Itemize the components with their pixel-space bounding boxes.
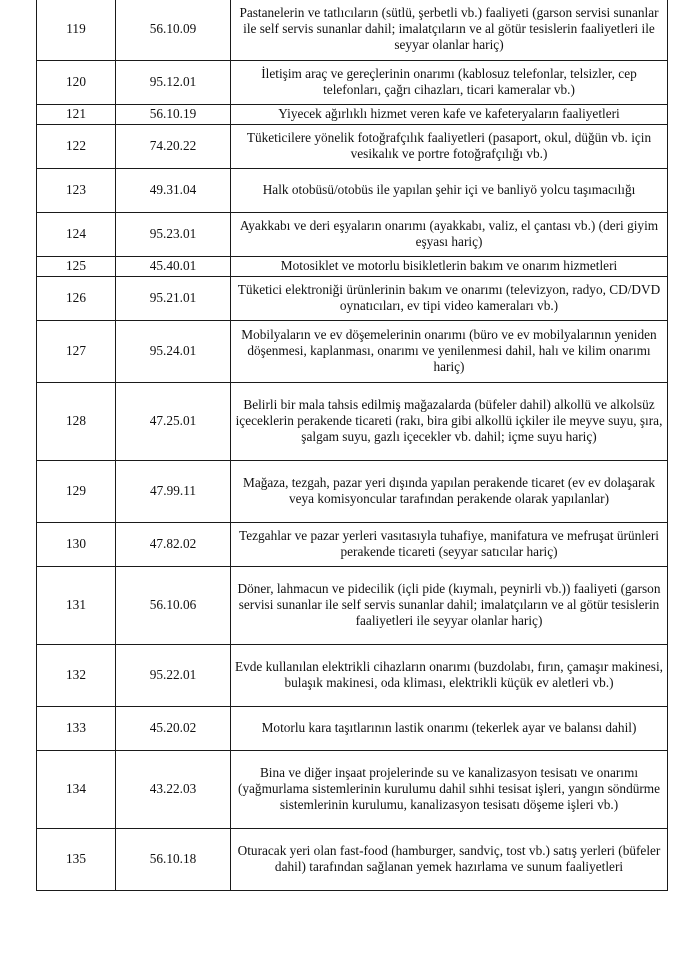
row-number: 131 — [37, 567, 116, 645]
activity-code: 49.31.04 — [116, 169, 231, 213]
activity-description: İletişim araç ve gereçlerinin onarımı (kablosuz telefonlar, telsizler, cep telefonları, çağrı cihazları, ticari kameralar vb.) — [231, 61, 668, 105]
activity-description: Mağaza, tezgah, pazar yeri dışında yapılan perakende ticaret (ev ev dolaşarak veya komisyoncular tarafından perakende olarak yapılanlar) — [231, 461, 668, 523]
row-number: 132 — [37, 645, 116, 707]
activity-code: 43.22.03 — [116, 751, 231, 829]
activity-code: 56.10.09 — [116, 0, 231, 61]
row-number: 127 — [37, 321, 116, 383]
activity-code: 47.82.02 — [116, 523, 231, 567]
table-row — [37, 383, 668, 461]
activity-description: Ayakkabı ve deri eşyaların onarımı (ayakkabı, valiz, el çantası vb.) (deri giyim eşyası hariç) — [231, 213, 668, 257]
activity-code: 95.23.01 — [116, 213, 231, 257]
activity-code: 95.21.01 — [116, 277, 231, 321]
activity-description: Oturacak yeri olan fast-food (hamburger, sandviç, tost vb.) satış yerleri (büfeler dahil) tarafından sağlanan yemek hazırlama ve sunum faaliyetleri — [231, 829, 668, 891]
activity-code-table — [36, 0, 668, 891]
activity-description: Döner, lahmacun ve pidecilik (içli pide (kıymalı, peynirli vb.)) faaliyeti (garson servisi sunanlar ile self servis sunanlar dahil; imalatçıların ve al götür tesislerin faaliyetleri ile seyyar olanlar hariç) — [231, 567, 668, 645]
table-row — [37, 125, 668, 169]
table-row — [37, 751, 668, 829]
activity-code: 95.12.01 — [116, 61, 231, 105]
row-number: 123 — [37, 169, 116, 213]
table-row — [37, 461, 668, 523]
activity-description: Yiyecek ağırlıklı hizmet veren kafe ve kafeteryaların faaliyetleri — [231, 105, 668, 125]
table-row — [37, 645, 668, 707]
row-number: 130 — [37, 523, 116, 567]
activity-description: Tüketicilere yönelik fotoğrafçılık faaliyetleri (pasaport, okul, düğün vb. için vesikalık ve portre fotoğrafçılığı vb.) — [231, 125, 668, 169]
activity-description: Tüketici elektroniği ürünlerinin bakım ve onarımı (televizyon, radyo, CD/DVD oynatıcıları, ev tipi video kameraları vb.) — [231, 277, 668, 321]
activity-description: Motorlu kara taşıtlarının lastik onarımı (tekerlek ayar ve balansı dahil) — [231, 707, 668, 751]
table-row — [37, 257, 668, 277]
row-number: 122 — [37, 125, 116, 169]
row-number: 121 — [37, 105, 116, 125]
row-number: 125 — [37, 257, 116, 277]
row-number: 134 — [37, 751, 116, 829]
activity-code: 95.24.01 — [116, 321, 231, 383]
activity-code: 56.10.06 — [116, 567, 231, 645]
row-number: 135 — [37, 829, 116, 891]
activity-description: Halk otobüsü/otobüs ile yapılan şehir içi ve banliyö yolcu taşımacılığı — [231, 169, 668, 213]
row-number: 120 — [37, 61, 116, 105]
activity-code: 56.10.18 — [116, 829, 231, 891]
row-number: 129 — [37, 461, 116, 523]
row-number: 124 — [37, 213, 116, 257]
table-row — [37, 707, 668, 751]
row-number: 119 — [37, 0, 116, 61]
activity-code: 74.20.22 — [116, 125, 231, 169]
activity-description: Motosiklet ve motorlu bisikletlerin bakım ve onarım hizmetleri — [231, 257, 668, 277]
activity-code: 56.10.19 — [116, 105, 231, 125]
activity-code: 47.25.01 — [116, 383, 231, 461]
activity-description: Pastanelerin ve tatlıcıların (sütlü, şerbetli vb.) faaliyeti (garson servisi sunanlar ile self servis sunanlar dahil; imalatçıların ve al götür tesislerin faaliyetleri ile seyyar olanlar hariç) — [231, 0, 668, 61]
table-row — [37, 213, 668, 257]
table-row — [37, 105, 668, 125]
activity-description: Bina ve diğer inşaat projelerinde su ve kanalizasyon tesisatı ve onarımı (yağmurlama sistemlerinin kurulumu dahil sıhhi tesisat işleri, yangın söndürme sistemlerinin kurulumu, kanalizasyon tesisatı döşeme işleri vb.) — [231, 751, 668, 829]
table-row — [37, 829, 668, 891]
activity-code: 45.20.02 — [116, 707, 231, 751]
table-row — [37, 523, 668, 567]
table-row — [37, 0, 668, 61]
activity-code: 95.22.01 — [116, 645, 231, 707]
table-row — [37, 277, 668, 321]
activity-code: 47.99.11 — [116, 461, 231, 523]
row-number: 133 — [37, 707, 116, 751]
row-number: 126 — [37, 277, 116, 321]
table-row — [37, 169, 668, 213]
activity-description: Belirli bir mala tahsis edilmiş mağazalarda (büfeler dahil) alkollü ve alkolsüz içeceklerin perakende ticareti (rakı, bira gibi alkollü içkiler ile meyve suyu, şıra, şalgam suyu, gazlı içecekler vb. dahil; içme suyu hariç) — [231, 383, 668, 461]
activity-description: Tezgahlar ve pazar yerleri vasıtasıyla tuhafiye, manifatura ve mefruşat ürünleri perakende ticareti (seyyar satıcılar hariç) — [231, 523, 668, 567]
activity-description: Evde kullanılan elektrikli cihazların onarımı (buzdolabı, fırın, çamaşır makinesi, bulaşık makinesi, oda kliması, elektrikli küçük ev aletleri vb.) — [231, 645, 668, 707]
table-row — [37, 567, 668, 645]
row-number: 128 — [37, 383, 116, 461]
table-row — [37, 321, 668, 383]
activity-description: Mobilyaların ve ev döşemelerinin onarımı (büro ve ev mobilyalarının yeniden döşenmesi, kaplanması, onarımı ve yenilenmesi dahil, halı ve kilim onarımı hariç) — [231, 321, 668, 383]
table-row — [37, 61, 668, 105]
activity-code: 45.40.01 — [116, 257, 231, 277]
